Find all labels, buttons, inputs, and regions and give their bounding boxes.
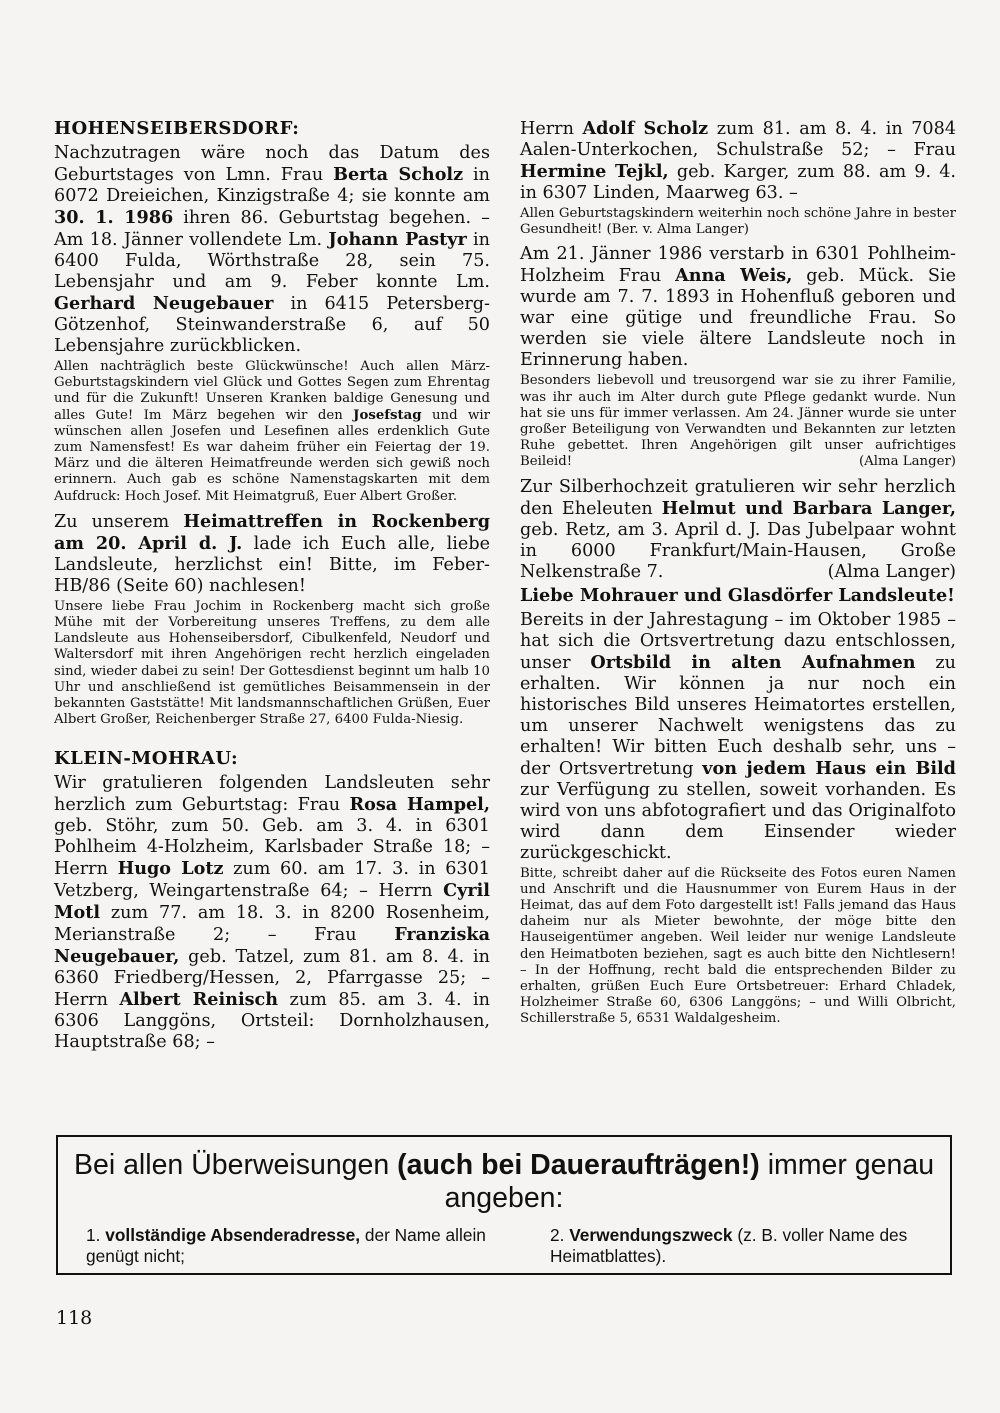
text-run: Nachzutragen wäre noch das Datum des Geburtstages von Lmn. Frau: [54, 143, 490, 185]
bold-text: Hugo Lotz: [117, 858, 224, 880]
text-run: geb. Retz, am 3. April d. J. Das Jubelpaar wohnt in 6000 Frankfurt/Main-Hausen, Große Nelkenstraße 7.: [520, 519, 956, 582]
text-run: zu erhalten. Wir können ja nur noch ein historisches Bild unseres Heimatortes erstellen, um unserer Nachwelt wenigstens das zu erhalten! Wir bitten Euch deshalb sehr, uns – der Ortsvertretung: [520, 652, 956, 779]
paragraph: [54, 599, 490, 729]
bold-text: Albert Reinisch: [119, 989, 279, 1011]
text-run: geb. Mück. Sie wurde am 7. 7. 1893 in Hohenfluß geboren und war eine gütige und freundliche Frau. So werden sie viele ältere Landsleute noch in Erinnerung haben.: [520, 266, 956, 371]
right-column: [520, 118, 956, 1034]
notice-items: [86, 1225, 930, 1269]
bold-text: Berta Scholz: [333, 164, 464, 185]
text-run: Allen nachträglich beste Glückwünsche! Auch allen März-Geburtstagskindern viel Glück und Gottes Segen zum Ehrentag und für die Zukunft! Unseren Kranken baldige Genesung und alles Gute! Im März begehen wir den: [54, 359, 490, 423]
bold-text: Rosa Hampel,: [349, 794, 490, 816]
bold-text: Heimattreffen in Rockenberg am 20. April d. J.: [54, 510, 490, 554]
text-run: Bereits in der Jahrestagung – im Oktober 1985 – hat sich die Ortsvertretung dazu entschlossen, unser: [520, 609, 956, 673]
text-run: und wir wünschen allen Josefen und Lesefinen alles erdenklich Gute zum Namensfest! Es war daheim früher ein Feiertag der 19. März und die älteren Heimatfreunde werden sich gewiß noch erinnern. Auch gab es schöne Namenstagskarten mit dem Aufdruck: Hoch Josef. Mit Heimatgruß, Euer Albert Großer.: [54, 407, 490, 504]
paragraph: [520, 244, 956, 371]
paragraph-text: Besonders liebevoll und treusorgend war sie zu ihrer Familie, was ihr auch im Alter durch gute Pflege gedankt wurde. Nun hat sie uns für immer verlassen. Am 24. Jänner wurde sie unter großer Beteiligung von Verwandten und Bekannten zur letzten Ruhe gebettet. Ihren Angehörigen gilt unser aufrichtiges Beileid!: [520, 373, 956, 470]
text-run: zum 77. am 18. 3. in 8200 Rosenheim, Merianstraße 2; – Frau: [54, 903, 490, 946]
text-run: Unsere liebe Frau Jochim in Rockenberg macht sich große Mühe mit der Vorbereitung unseres Treffens, zu dem alle Landsleute aus Hohenseibersdorf, Cibulkenfeld, Neudorf und Waltersdorf mit ihren Angehörigen recht herzlich eingeladen sind, wieder dabei zu sein! Der Gottesdienst beginnt um halb 10 Uhr und anschließend ist gemütliches Beisammensein in der bekannten Gaststätte! Mit landsmannschaftlichen Grüßen, Euer Albert Großer, Reichenberger Straße 27, 6400 Fulda-Niesig.: [54, 598, 490, 728]
bold-text: von jedem Haus ein Bild: [702, 757, 956, 779]
notice-title: Bei allen Überweisungen (auch bei Daueraufträgen!) immer genau angeben:: [73, 1149, 935, 1214]
bold-text: Franziska Neugebauer,: [54, 924, 490, 968]
text-run: geb. Karger, zum 88. am 9. 4. in 6307 Linden, Maarweg 63. –: [520, 162, 956, 203]
notice-item-1: 1. vollständige Absenderadresse, der Name allein genügt nicht;: [86, 1225, 486, 1266]
text-run: ihren 86. Geburtstag begehen. – Am 18. Jänner vollendete Lm.: [54, 208, 490, 250]
bold-text: Cyril Motl: [54, 880, 490, 924]
paragraph: [520, 477, 956, 583]
section-heading-hohenseibersdorf: HOHENSEIBERSDORF:: [54, 118, 300, 139]
paragraph: [520, 373, 956, 470]
paragraph: Bitte, schreibt daher auf die Rückseite des Fotos euren Namen und Anschrift und die Hausnummer von Eurem Haus in der Heimat, das auf dem Foto dargestellt ist! Falls jemand das Haus daheim nur als Mieter bewohnte, der möge bitte den Hauseigentümer angeben. Weil leider nur wenige Landsleute den Heimatboten beziehen, sagt es auch bitte den Nichtlesern! – In der Hoffnung, recht bald die entsprechenden Bilder zu erhalten, grüßen Euch Eure Ortsbetreuer: Erhard Chladek, Holzheimer Straße 60, 6306 Langgöns; – und Willi Olbricht, Schillerstraße 5, 6531 Waldalgesheim.: [520, 865, 956, 1027]
notice-item-2: 2. Verwendungszweck (z. B. voller Name des Heimatblattes).: [550, 1225, 908, 1266]
paragraph: [54, 359, 490, 505]
bold-text: 30. 1. 1986: [54, 207, 174, 228]
text-run: in 6072 Dreieichen, Kinzigstraße 4; sie konnte am: [54, 165, 490, 206]
bold-text: Adolf Scholz: [582, 118, 709, 139]
text-run: Wir gratulieren folgenden Landsleuten sehr herzlich zum Geburtstag: Frau: [54, 773, 490, 816]
paragraph: [520, 610, 956, 864]
text-run: Am 21. Jänner 1986 verstarb in 6301 Pohlheim-Holzheim Frau: [520, 244, 956, 287]
notice-box: [56, 1135, 952, 1275]
bold-text: Ortsbild in alten Aufnahmen: [590, 651, 916, 673]
paragraph: [54, 511, 490, 597]
bold-text: Hermine Tejkl,: [520, 161, 669, 182]
bold-text: Johann Pastyr: [328, 229, 467, 250]
text-run: geb. Tatzel, zum 81. am 8. 4. in 6360 Friedberg/Hessen, 2, Pfarrgasse 25; – Herrn: [54, 947, 490, 1011]
text-run: zum 81. am 8. 4. in 7084 Aalen-Unterkochen, Schulstraße 52; – Frau: [520, 119, 957, 160]
bold-text: Anna Weis,: [675, 265, 793, 287]
subheading: Liebe Mohrauer und Glasdörfer Landsleute!: [520, 584, 955, 606]
text-run: Zu unserem: [54, 511, 184, 532]
text-run: geb. Stöhr, zum 50. Geb. am 3. 4. in 6301 Pohlheim 4-Holzheim, Karlsbader Straße 18; – Herrn: [54, 816, 490, 880]
left-column: [54, 118, 490, 1055]
paragraph: [54, 773, 490, 1053]
bold-text: Gerhard Neugebauer: [54, 293, 274, 314]
text-run: zum 85. am 3. 4. in 6306 Langgöns, Ortsteil: Dornholzhausen, Hauptstraße 68; –: [54, 990, 490, 1053]
text-run: in 6400 Fulda, Wörthstraße 28, sein 75. Lebensjahr und am 9. Feber konnte Lm.: [54, 230, 490, 292]
text-run: zur Verfügung zu stellen, soweit vorhanden. Es wird von uns abfotografiert und das Originalfoto wird dann dem Einsender wieder zurückgeschickt.: [520, 779, 956, 863]
text-run: lade ich Euch alle, liebe Landsleute, herzlichst ein! Bitte, im Feber-HB/86 (Seite 60) nachlesen!: [54, 533, 490, 596]
signature: (Alma Langer): [827, 561, 956, 582]
paragraph: [520, 118, 956, 204]
text-run: in 6415 Petersberg-Götzenhof, Steinwanderstraße 6, auf 50 Lebensjahre zurückblicken.: [54, 294, 490, 356]
text-run: Zur Silberhochzeit gratulieren wir sehr herzlich den Eheleuten: [520, 476, 956, 519]
section-heading-klein-mohrau: KLEIN-MOHRAU:: [54, 748, 239, 770]
bold-text: Helmut und Barbara Langer,: [661, 497, 956, 519]
signature: (Alma Langer): [858, 454, 956, 470]
bold-text: Josefstag: [353, 407, 422, 423]
paragraph: Allen Geburtstagskindern weiterhin noch schöne Jahre in bester Gesundheit! (Ber. v. Alma Langer): [520, 206, 956, 238]
page-number: 118: [56, 1307, 93, 1329]
paragraph: [54, 143, 490, 357]
text-run: zum 60. am 17. 3. in 6301 Vetzberg, Weingartenstraße 64; – Herrn: [54, 859, 490, 902]
text-run: Herrn: [520, 119, 583, 139]
